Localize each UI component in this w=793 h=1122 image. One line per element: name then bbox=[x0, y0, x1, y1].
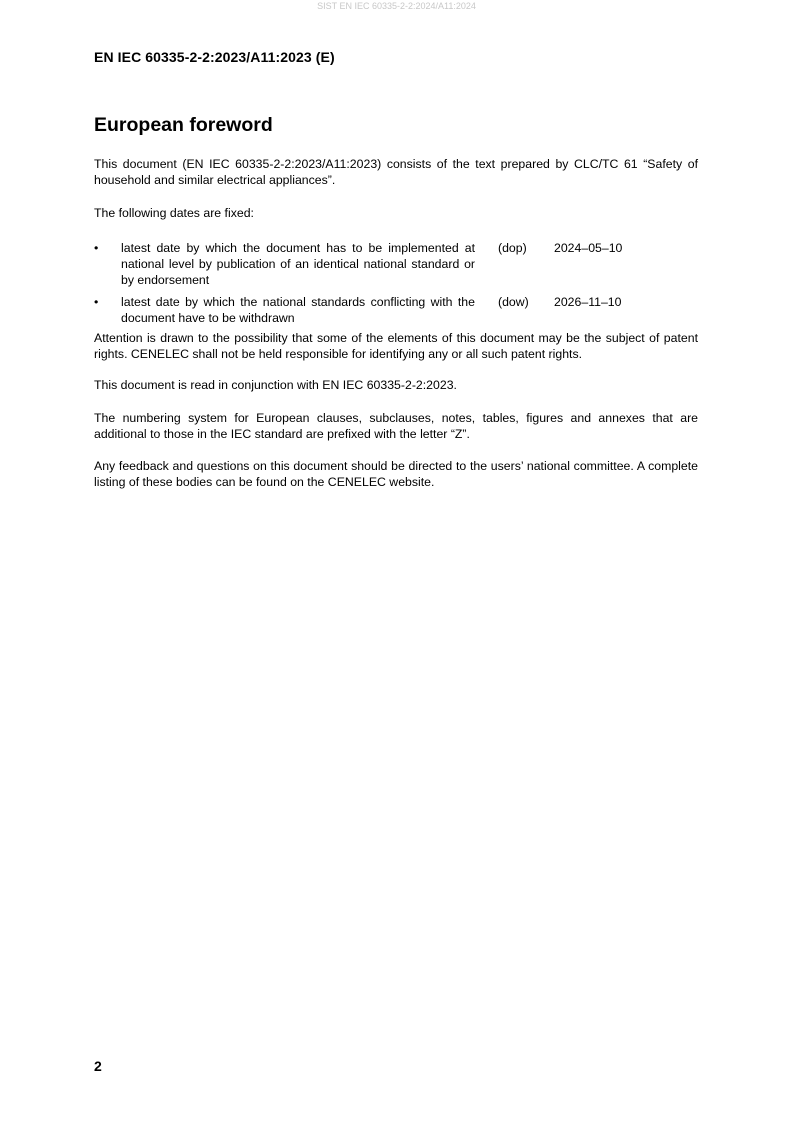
date-item-value: 2026–11–10 bbox=[554, 295, 622, 309]
date-item-text: latest date by which the national standards conflicting with the document have to be withdrawn bbox=[121, 295, 475, 325]
date-item-value: 2024–05–10 bbox=[554, 241, 623, 255]
section-title: European foreword bbox=[94, 114, 273, 136]
date-item-code: (dow) bbox=[498, 295, 529, 309]
date-item-text: latest date by which the document has to be implemented at national level by publication of an identical national standard or by endorsement bbox=[121, 241, 475, 287]
conjunction-paragraph: This document is read in conjunction with EN IEC 60335-2-2:2023. bbox=[94, 378, 457, 392]
numbering-paragraph: The numbering system for European clauses, subclauses, notes, tables, figures and annexes that are additional to those in the IEC standard are prefixed with the letter “Z”. bbox=[94, 411, 698, 441]
document-id-header: EN IEC 60335-2-2:2023/A11:2023 (E) bbox=[94, 49, 335, 65]
bullet-icon: • bbox=[94, 295, 99, 309]
watermark: SIST EN IEC 60335-2-2:2024/A11:2024 bbox=[317, 1, 476, 11]
bullet-icon: • bbox=[94, 241, 99, 255]
date-list-item-dop bbox=[94, 240, 698, 288]
date-item-code: (dop) bbox=[498, 241, 527, 255]
dates-intro-paragraph: The following dates are fixed: bbox=[94, 206, 254, 220]
date-list-item-dow bbox=[94, 294, 698, 326]
intro-paragraph: This document (EN IEC 60335-2-2:2023/A11:2023) consists of the text prepared by CLC/TC 61 “Safety of household and similar electrical appliances”. bbox=[94, 157, 698, 187]
page-number: 2 bbox=[94, 1058, 102, 1074]
patent-notice-paragraph: Attention is drawn to the possibility that some of the elements of this document may be the subject of patent rights. CENELEC shall not be held responsible for identifying any or all such patent rights. bbox=[94, 331, 698, 361]
feedback-paragraph: Any feedback and questions on this document should be directed to the users’ national committee. A complete listing of these bodies can be found on the CENELEC website. bbox=[94, 459, 698, 489]
